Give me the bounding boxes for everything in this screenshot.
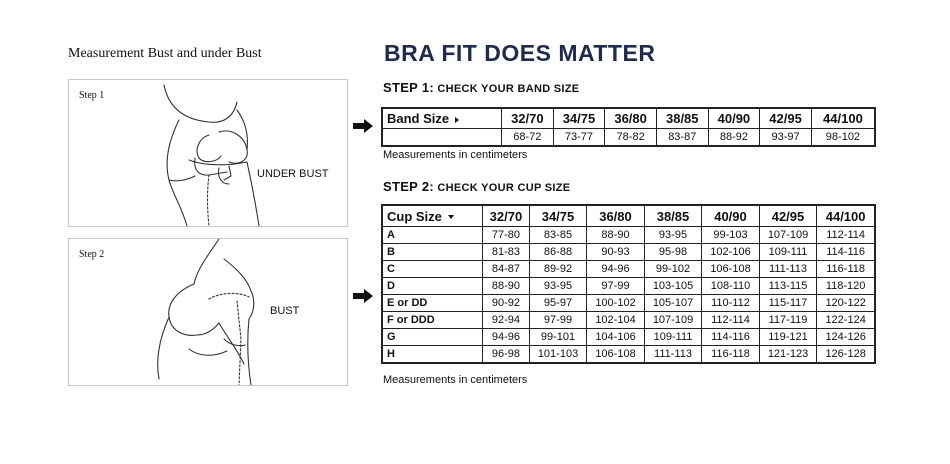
band-value-cell: 93-97 <box>760 129 812 147</box>
cup-value-cell: 81-83 <box>483 244 530 261</box>
cup-value-cell: 126-128 <box>817 346 875 364</box>
arrow-right-icon <box>353 119 373 133</box>
table-row <box>382 312 875 329</box>
cup-value-cell: 90-92 <box>483 295 530 312</box>
underbust-figure-icon <box>69 80 347 226</box>
cup-label-cell: E or DD <box>382 295 483 312</box>
cup-value-cell: 121-123 <box>759 346 817 364</box>
cup-size-cell: 36/80 <box>587 205 645 227</box>
band-size-cell: 34/75 <box>553 108 605 129</box>
cup-value-cell: 114-116 <box>817 244 875 261</box>
band-size-cell: 32/70 <box>502 108 554 129</box>
band-note: Measurements in centimeters <box>383 149 528 161</box>
underbust-label: UNDER BUST <box>257 168 329 180</box>
step2-heading-text: CHECK YOUR CUP SIZE <box>437 182 571 194</box>
cup-table-body <box>382 227 875 364</box>
step2-label: Step 2 <box>79 249 105 260</box>
cup-value-cell: 88-90 <box>483 278 530 295</box>
cup-value-cell: 99-101 <box>529 329 587 346</box>
cup-size-cell: 40/90 <box>702 205 760 227</box>
step1-prefix: STEP 1: <box>383 80 434 95</box>
band-size-header <box>382 108 502 129</box>
arrow-right-icon <box>353 289 373 303</box>
cup-label-cell: B <box>382 244 483 261</box>
step1-heading <box>383 80 579 95</box>
band-size-header-label: Band Size <box>387 111 450 126</box>
bust-figure-icon <box>69 239 347 385</box>
step1-label: Step 1 <box>79 90 105 101</box>
step2-panel <box>68 238 348 386</box>
cup-value-cell: 117-119 <box>759 312 817 329</box>
cup-value-cell: 95-97 <box>529 295 587 312</box>
cup-value-cell: 118-120 <box>817 278 875 295</box>
cup-value-cell: 99-102 <box>644 261 702 278</box>
cup-value-cell: 115-117 <box>759 295 817 312</box>
cup-value-cell: 109-111 <box>644 329 702 346</box>
table-row <box>382 346 875 364</box>
cup-value-cell: 112-114 <box>702 312 760 329</box>
cup-value-cell: 94-96 <box>483 329 530 346</box>
cup-value-cell: 122-124 <box>817 312 875 329</box>
band-size-cell: 36/80 <box>605 108 657 129</box>
cup-size-header <box>382 205 483 227</box>
cup-value-cell: 102-106 <box>702 244 760 261</box>
cup-size-table <box>381 204 876 364</box>
cup-value-cell: 106-108 <box>702 261 760 278</box>
cup-value-cell: 107-109 <box>644 312 702 329</box>
table-row <box>382 227 875 244</box>
cup-size-header-label: Cup Size <box>387 208 442 224</box>
cup-label-cell: C <box>382 261 483 278</box>
cup-value-cell: 104-106 <box>587 329 645 346</box>
cup-value-cell: 97-99 <box>587 278 645 295</box>
cup-value-cell: 86-88 <box>529 244 587 261</box>
step2-heading <box>383 179 570 194</box>
band-header-row <box>382 108 875 129</box>
cup-value-cell: 77-80 <box>483 227 530 244</box>
cup-size-cell: 32/70 <box>483 205 530 227</box>
cup-header-row <box>382 205 875 227</box>
table-row <box>382 261 875 278</box>
cup-value-cell: 95-98 <box>644 244 702 261</box>
cup-value-cell: 105-107 <box>644 295 702 312</box>
cup-value-cell: 88-90 <box>587 227 645 244</box>
cup-value-cell: 94-96 <box>587 261 645 278</box>
band-values-row <box>382 129 875 147</box>
table-row <box>382 278 875 295</box>
measurement-title: Measurement Bust and under Bust <box>68 46 262 61</box>
cup-value-cell: 106-108 <box>587 346 645 364</box>
table-row <box>382 295 875 312</box>
caret-down-icon <box>448 215 454 219</box>
cup-size-cell: 38/85 <box>644 205 702 227</box>
band-value-cell: 88-92 <box>708 129 760 147</box>
cup-value-cell: 112-114 <box>817 227 875 244</box>
cup-value-cell: 92-94 <box>483 312 530 329</box>
step1-heading-text: CHECK YOUR BAND SIZE <box>437 83 580 95</box>
cup-value-cell: 97-99 <box>529 312 587 329</box>
cup-label-cell: H <box>382 346 483 364</box>
cup-value-cell: 107-109 <box>759 227 817 244</box>
cup-value-cell: 108-110 <box>702 278 760 295</box>
band-size-cell: 44/100 <box>811 108 875 129</box>
cup-value-cell: 114-116 <box>702 329 760 346</box>
cup-value-cell: 100-102 <box>587 295 645 312</box>
step1-panel <box>68 79 348 227</box>
cup-value-cell: 116-118 <box>702 346 760 364</box>
band-size-cell: 38/85 <box>656 108 708 129</box>
cup-value-cell: 109-111 <box>759 244 817 261</box>
cup-value-cell: 103-105 <box>644 278 702 295</box>
cup-size-cell: 34/75 <box>529 205 587 227</box>
table-row <box>382 244 875 261</box>
cup-value-cell: 90-93 <box>587 244 645 261</box>
cup-size-cell: 42/95 <box>759 205 817 227</box>
cup-value-cell: 83-85 <box>529 227 587 244</box>
band-value-cell: 78-82 <box>605 129 657 147</box>
cup-label-cell: D <box>382 278 483 295</box>
cup-value-cell: 120-122 <box>817 295 875 312</box>
band-value-cell: 83-87 <box>656 129 708 147</box>
band-value-cell: 73-77 <box>553 129 605 147</box>
band-size-cell: 42/95 <box>760 108 812 129</box>
table-row <box>382 329 875 346</box>
cup-value-cell: 102-104 <box>587 312 645 329</box>
cup-value-cell: 116-118 <box>817 261 875 278</box>
caret-right-icon <box>455 117 459 123</box>
cup-value-cell: 110-112 <box>702 295 760 312</box>
cup-label-cell: A <box>382 227 483 244</box>
cup-value-cell: 111-113 <box>644 346 702 364</box>
band-size-cell: 40/90 <box>708 108 760 129</box>
cup-value-cell: 111-113 <box>759 261 817 278</box>
cup-value-cell: 93-95 <box>529 278 587 295</box>
cup-value-cell: 96-98 <box>483 346 530 364</box>
band-value-cell: 68-72 <box>502 129 554 147</box>
cup-label-cell: F or DDD <box>382 312 483 329</box>
cup-value-cell: 89-92 <box>529 261 587 278</box>
cup-size-cell: 44/100 <box>817 205 875 227</box>
band-empty-cell <box>382 129 502 147</box>
cup-value-cell: 119-121 <box>759 329 817 346</box>
cup-note: Measurements in centimeters <box>383 374 528 386</box>
bust-label: BUST <box>270 305 300 317</box>
cup-label-cell: G <box>382 329 483 346</box>
band-value-cell: 98-102 <box>811 129 875 147</box>
band-size-table <box>381 107 876 147</box>
cup-value-cell: 124-126 <box>817 329 875 346</box>
cup-value-cell: 93-95 <box>644 227 702 244</box>
cup-value-cell: 84-87 <box>483 261 530 278</box>
step2-prefix: STEP 2: <box>383 179 434 194</box>
cup-value-cell: 113-115 <box>759 278 817 295</box>
cup-value-cell: 99-103 <box>702 227 760 244</box>
cup-value-cell: 101-103 <box>529 346 587 364</box>
page-title: BRA FIT DOES MATTER <box>384 40 656 66</box>
